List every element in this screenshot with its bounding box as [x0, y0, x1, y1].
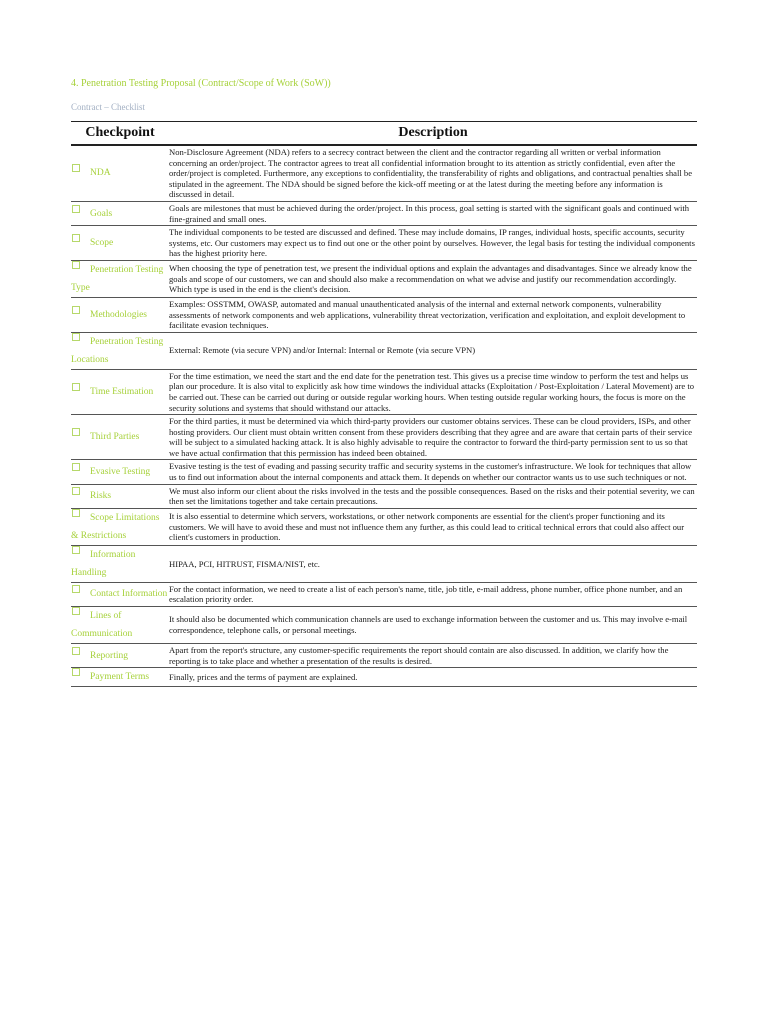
table-row: [71, 484, 697, 508]
description-cell: We must also inform our client about the risks involved in the tests and the possible consequences. Based on the risks and their potential severity, we can then set the limitations together and take certain precautions.: [169, 484, 697, 508]
checkpoint-label: Lines of Communication: [71, 611, 133, 640]
description-cell: Non-Disclosure Agreement (NDA) refers to a secrecy contract between the client and the contractor regarding all written or verbal information concerning an order/project. The contractor agrees to treat all confidential information brought to its attention as strictly confidential, even after the order/project is completed. Furthermore, any exceptions to confidentiality, the transferability of rights and obligations, and contractual penalties shall be stipulated in the agreement. The NDA should be signed before the kick-off meeting or at the latest during the meeting before any information is discussed in detail.: [169, 145, 697, 201]
checkpoint-cell: [71, 369, 169, 414]
description-cell: It is also essential to determine which servers, workstations, or other network components are essential for the client's proper functioning and its customers. We will have to avoid these and must not influence them any further, as this could lead to critical technical errors that could also affect our client's customers in production.: [169, 508, 697, 545]
checkbox-icon[interactable]: [72, 333, 80, 341]
description-cell: When choosing the type of penetration test, we present the individual options and explain the advantages and disadvantages. Since we already know the goals and scope of our customers, we can and should also make a recommendation on what we advise and justify our recommendation accordingly. Which type is used in the end is the client's decision.: [169, 260, 697, 297]
checkbox-icon[interactable]: [72, 383, 80, 391]
checkpoint-cell: [71, 415, 169, 460]
table-row: [71, 145, 697, 201]
checkpoint-cell: [71, 226, 169, 261]
checkpoint-label: Information Handling: [71, 549, 136, 578]
table-row: [71, 332, 697, 369]
checkbox-icon[interactable]: [72, 607, 80, 615]
description-cell: External: Remote (via secure VPN) and/or Internal: Internal or Remote (via secure VPN): [169, 332, 697, 369]
checkpoint-cell: [71, 484, 169, 508]
contract-checklist-table: [71, 121, 697, 687]
checkpoint-label: Scope: [90, 238, 114, 249]
checkbox-icon[interactable]: [72, 585, 80, 593]
table-header-row: [71, 122, 697, 146]
description-cell: For the contact information, we need to create a list of each person's name, title, job title, e-mail address, phone number, office phone number, and an escalation priority order.: [169, 582, 697, 606]
description-cell: Goals are milestones that must be achieved during the order/project. In this process, goal setting is started with the significant goals and continued with fine-grained and small ones.: [169, 201, 697, 225]
checkpoint-cell: [71, 668, 169, 687]
table-row: [71, 369, 697, 414]
checkpoint-label: Methodologies: [90, 309, 147, 320]
description-cell: Apart from the report's structure, any customer-specific requirements the report should contain are also discussed. In addition, we clarify how the reporting is to take place and whether a presentation of the results is desired.: [169, 644, 697, 668]
checkbox-icon[interactable]: [72, 205, 80, 213]
checkpoint-label: Goals: [90, 208, 113, 219]
description-cell: Evasive testing is the test of evading and passing security traffic and security systems in the customer's infrastructure. We look for techniques that allow us to find out information about the internal components and attack them. It depends on whether our contractor wants us to use such techniques or not.: [169, 460, 697, 484]
checkbox-icon[interactable]: [72, 647, 80, 655]
checkpoint-cell: [71, 607, 169, 644]
checkpoint-label: Reporting: [90, 650, 128, 661]
description-cell: For the time estimation, we need the start and the end date for the penetration test. This gives us a precise time window to perform the test and helps us plan our procedure. It is also vital to explicitly ask how time windows the individual attacks (Exploitation / Post-Exploitation / Lateral Movement) are to be carried out. These can be carried out during or outside regular working hours. When testing outside regular working hours, the focus is more on the security solutions and systems that should withstand our attacks.: [169, 369, 697, 414]
checkpoint-label: Payment Terms: [90, 672, 150, 683]
checkbox-icon[interactable]: [72, 234, 80, 242]
checkbox-icon[interactable]: [72, 306, 80, 314]
checkbox-icon[interactable]: [72, 546, 80, 554]
checkbox-icon[interactable]: [72, 428, 80, 436]
checkpoint-cell: [71, 332, 169, 369]
checkpoint-label: Penetration Testing Locations: [71, 336, 164, 365]
description-cell: Finally, prices and the terms of payment are explained.: [169, 668, 697, 687]
description-cell: For the third parties, it must be determined via which third-party providers our customer obtains services. These can be cloud providers, ISPs, and other hosting providers. Our client must obtain written consent from these providers describing that they agree and are aware that certain parts of their service will be subject to a simulated hacking attack. It is also highly advisable to require the contractor to forward the third-party permission sent to us so that we have actual confirmation that this permission has indeed been obtained.: [169, 415, 697, 460]
table-row: [71, 607, 697, 644]
checkpoint-column-header: Checkpoint: [71, 122, 169, 146]
table-row: [71, 297, 697, 332]
checkpoint-label: Time Estimation: [90, 386, 154, 397]
checkpoint-cell: [71, 145, 169, 201]
section-heading: 4. Penetration Testing Proposal (Contract/Scope of Work (SoW)): [71, 78, 331, 89]
checkpoint-label: NDA: [90, 168, 111, 179]
description-cell: It should also be documented which communication channels are used to exchange information between the customer and us. This may involve e-mail correspondence, telephone calls, or personal meetings.: [169, 607, 697, 644]
table-row: [71, 668, 697, 687]
checkpoint-cell: [71, 508, 169, 545]
checkbox-icon[interactable]: [72, 487, 80, 495]
table-row: [71, 201, 697, 225]
description-cell: The individual components to be tested are discussed and defined. These may include domains, IP ranges, individual hosts, specific accounts, security systems, etc. Our customers may expect us to find out one or the other point by ourselves. However, the legal basis for testing the individual components has the highest priority here.: [169, 226, 697, 261]
checkpoint-cell: [71, 297, 169, 332]
checkpoint-cell: [71, 201, 169, 225]
description-cell: HIPAA, PCI, HITRUST, FISMA/NIST, etc.: [169, 545, 697, 582]
checkpoint-cell: [71, 545, 169, 582]
table-row: [71, 545, 697, 582]
checkpoint-cell: [71, 644, 169, 668]
checkpoint-label: Contact Information: [90, 589, 168, 600]
checkbox-icon[interactable]: [72, 463, 80, 471]
description-column-header: Description: [169, 122, 697, 146]
checkpoint-cell: [71, 260, 169, 297]
checklist-body: [71, 145, 697, 687]
table-row: [71, 644, 697, 668]
description-cell: Examples: OSSTMM, OWASP, automated and manual unauthenticated analysis of the internal and external network components, vulnerability assessments of network components and web applications, vulnerability threat vectorization, verification and exploitation, and exploit development to facilitate evasion techniques.: [169, 297, 697, 332]
table-row: [71, 260, 697, 297]
checkpoint-label: Risks: [90, 491, 112, 502]
checkpoint-cell: [71, 582, 169, 606]
checkpoint-label: Evasive Testing: [90, 467, 151, 478]
checkpoint-cell: [71, 460, 169, 484]
checkpoint-label: Scope Limitations & Restrictions: [71, 512, 160, 541]
checkbox-icon[interactable]: [72, 668, 80, 676]
table-row: [71, 508, 697, 545]
table-row: [71, 582, 697, 606]
checkpoint-label: Penetration Testing Type: [71, 264, 164, 293]
checkbox-icon[interactable]: [72, 261, 80, 269]
checkbox-icon[interactable]: [72, 164, 80, 172]
checkpoint-label: Third Parties: [90, 432, 140, 443]
checkbox-icon[interactable]: [72, 509, 80, 517]
table-row: [71, 460, 697, 484]
sub-heading: Contract – Checklist: [71, 102, 145, 112]
table-row: [71, 415, 697, 460]
table-row: [71, 226, 697, 261]
